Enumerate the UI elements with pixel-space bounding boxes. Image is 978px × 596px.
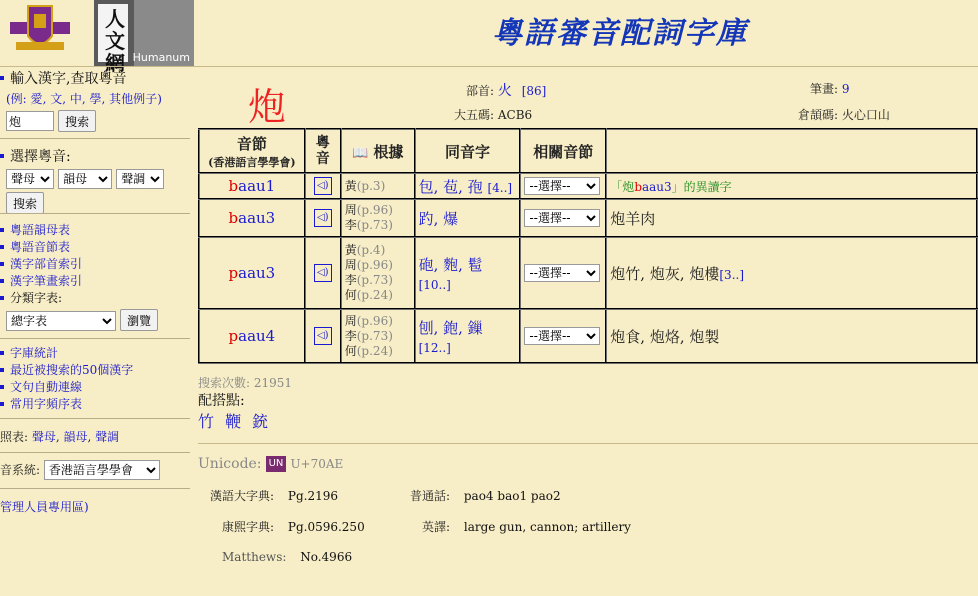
speaker-icon[interactable]: ◁) — [314, 327, 332, 345]
strokes-label: 筆畫: — [810, 82, 839, 96]
header-examples — [606, 129, 977, 173]
link-recent-50[interactable]: 最近被搜索的50個漢字 — [10, 363, 134, 377]
dawu-info — [454, 106, 532, 123]
sidebar-divider — [0, 418, 190, 419]
link-final-table[interactable]: 粵語韻母表 — [10, 223, 71, 237]
unicode-code: U+70AE — [290, 457, 344, 471]
header-sound: 粵音 — [305, 129, 341, 173]
cangjie-value: 火心口山 — [841, 108, 890, 122]
admin-section — [0, 498, 89, 515]
syllable-cell[interactable]: baau3 — [199, 199, 305, 237]
table-row — [199, 237, 977, 309]
sidebar-divider — [0, 213, 190, 214]
table-row — [199, 309, 977, 363]
compare-section: 照表: 聲母, 韻母, 聲調 — [0, 430, 120, 444]
homophone-links[interactable]: 趵, 爆 — [418, 209, 459, 228]
syllable-cell[interactable]: baau1 — [199, 173, 305, 199]
syllable-cell[interactable]: paau3 — [199, 237, 305, 309]
site-title: 粵語審音配詞字庫 — [492, 16, 748, 51]
book-icon: 📖 — [351, 145, 369, 161]
char-search-button[interactable]: 搜索 — [58, 110, 96, 132]
sources-cell: 黃(p.3) — [341, 173, 415, 199]
kangxi-value: Pg.0596.250 — [287, 520, 365, 534]
kangxi-row — [222, 518, 365, 535]
hanyu-value: Pg.2196 — [287, 489, 338, 503]
homophones-cell — [415, 199, 521, 237]
homophone-links[interactable]: 刨, 鉋, 鏁 — [418, 318, 483, 337]
bullet-icon — [0, 262, 4, 266]
sidebar-divider — [0, 138, 190, 139]
bullet-icon — [0, 279, 4, 283]
homophones-cell — [415, 309, 521, 363]
homophones-cell — [415, 173, 521, 199]
matthews-row — [222, 550, 352, 564]
final-select[interactable] — [58, 169, 112, 189]
speaker-icon[interactable]: ◁) — [314, 264, 332, 282]
header-syllable: 音節 (香港語言學學會) — [199, 129, 305, 173]
tone-select[interactable] — [116, 169, 164, 189]
index-links-section — [0, 222, 158, 331]
examples-prefix: (例: — [6, 92, 31, 106]
sound-select-section — [0, 146, 164, 214]
sound-search-button[interactable]: 搜索 — [6, 192, 44, 214]
search-count: 搜索次數: 21951 — [198, 376, 293, 390]
kangxi-label: 康熙字典: — [222, 520, 275, 534]
compare-link-initial[interactable]: 聲母 — [31, 430, 56, 444]
system-select[interactable] — [44, 460, 160, 480]
english-value: large gun, cannon; artillery — [463, 520, 631, 534]
sound-cell — [305, 309, 341, 363]
variant-note: 「炮baau3」的異讀字 — [610, 180, 732, 194]
bullet-icon — [0, 245, 4, 249]
related-select[interactable] — [524, 209, 600, 227]
example-link-zhong[interactable]: 中 — [69, 92, 82, 106]
compare-prefix: 照表: — [0, 430, 32, 444]
homophone-links[interactable]: 砲, 麭, 髱 — [418, 255, 483, 274]
related-select[interactable] — [524, 177, 600, 195]
collocation-chars[interactable]: 竹 鞭 銃 — [198, 412, 272, 431]
select-label: 選擇粵音: — [10, 149, 71, 165]
cuhk-crest-logo[interactable] — [8, 2, 72, 58]
result-table — [198, 128, 978, 364]
radical-value[interactable]: 火 — [497, 83, 512, 99]
unicode-row — [198, 456, 343, 472]
selected-char: 炮 — [248, 85, 287, 129]
bullet-icon — [0, 76, 4, 80]
dawu-label: 大五碼: — [454, 108, 495, 122]
examples-cell — [606, 309, 977, 363]
example-words: 炮羊肉 — [610, 209, 656, 228]
related-select[interactable] — [524, 264, 600, 282]
unicode-logo-icon: UN — [266, 456, 286, 472]
bullet-icon — [0, 228, 4, 232]
homophone-more-link[interactable]: [12..] — [418, 340, 451, 355]
radical-number[interactable]: [86] — [521, 84, 547, 98]
bullet-icon — [0, 385, 4, 389]
putonghua-row — [410, 487, 561, 504]
homophones-cell — [415, 237, 521, 309]
category-label: 分類字表: — [10, 291, 63, 305]
compare-link-final[interactable]: 韻母 — [63, 430, 88, 444]
header-homophones: 同音字 — [415, 129, 521, 173]
example-link-xue[interactable]: 學 — [89, 92, 102, 106]
link-stats[interactable]: 字庫統計 — [10, 346, 59, 360]
cangjie-label: 倉頡碼: — [798, 108, 839, 122]
char-search-input[interactable] — [6, 111, 54, 131]
example-link-ai[interactable]: 愛 — [30, 92, 43, 106]
homophone-more-link[interactable]: [4..] — [487, 180, 513, 195]
unicode-label: Unicode: — [198, 456, 262, 472]
example-link-more[interactable]: 其他例子 — [109, 92, 158, 106]
header — [0, 0, 978, 75]
table-header-row — [199, 129, 977, 173]
radical-label: 部首: — [466, 84, 495, 98]
strokes-value[interactable]: 9 — [841, 82, 850, 96]
stats-links-section — [0, 345, 133, 413]
matthews-value: No.4966 — [300, 550, 353, 564]
bullet-icon — [0, 402, 4, 406]
related-cell — [520, 199, 606, 237]
putonghua-label: 普通話: — [410, 489, 451, 503]
hanyu-row — [210, 487, 338, 504]
humanum-logo-text: 人文網 — [105, 7, 125, 75]
english-row — [422, 518, 631, 535]
bullet-icon — [0, 154, 4, 158]
sound-cell — [305, 199, 341, 237]
radical-info — [466, 80, 546, 100]
bullet-icon — [0, 296, 4, 300]
sources-cell: 周(p.96) 李(p.73) 何(p.24) — [341, 309, 415, 363]
admin-link[interactable]: 管理人員專用區) — [0, 500, 89, 514]
sound-cell — [305, 173, 341, 199]
related-cell — [520, 309, 606, 363]
sidebar-divider — [0, 488, 190, 489]
sources-cell: 周(p.96) 李(p.73) — [341, 199, 415, 237]
example-words: 炮竹, 炮灰, 炮樓 — [610, 264, 720, 283]
link-auto-connect[interactable]: 文句自動連線 — [10, 380, 83, 394]
related-select[interactable] — [524, 327, 600, 345]
browse-button[interactable]: 瀏覽 — [120, 309, 158, 331]
putonghua-value: pao4 bao1 pao2 — [463, 489, 561, 503]
input-label: 輸入漢字,查取粵音 — [10, 71, 127, 87]
link-stroke-index[interactable]: 漢字筆畫索引 — [10, 274, 83, 288]
header-basis: 📖 根據 — [341, 129, 415, 173]
link-frequency[interactable]: 常用字頻序表 — [10, 397, 83, 411]
link-radical-index[interactable]: 漢字部首索引 — [10, 257, 83, 271]
examples-cell — [606, 237, 977, 309]
sources-cell: 黃(p.4) 周(p.96) 李(p.73) 何(p.24) — [341, 237, 415, 309]
bullet-icon — [0, 351, 4, 355]
system-section — [0, 460, 160, 480]
table-row — [199, 173, 977, 199]
sidebar-divider — [0, 452, 190, 453]
related-cell — [520, 173, 606, 199]
char-search-section — [0, 68, 162, 132]
table-row — [199, 199, 977, 237]
bullet-icon — [0, 368, 4, 372]
examples-cell — [606, 199, 977, 237]
cangjie-info — [798, 106, 890, 123]
header-related: 相關音節 — [520, 129, 606, 173]
examples-suffix: ) — [157, 92, 162, 106]
section-divider — [198, 443, 978, 444]
matthews-label: Matthews: — [222, 550, 287, 564]
sidebar-divider — [0, 338, 190, 339]
examples-more-link[interactable]: [3..] — [719, 267, 745, 282]
example-words: 炮食, 炮烙, 炮製 — [610, 327, 720, 346]
compare-link-tone[interactable]: 聲調 — [95, 430, 120, 444]
strokes-info — [810, 80, 850, 97]
humanum-label: Humanum — [132, 51, 190, 64]
examples-cell — [606, 173, 977, 199]
sidebar — [0, 66, 192, 596]
initial-select[interactable] — [6, 169, 54, 189]
sound-cell — [305, 237, 341, 309]
system-label: 音系統: — [0, 463, 41, 477]
hanyu-label: 漢語大字典: — [210, 489, 275, 503]
homophone-more-link[interactable]: [10..] — [418, 277, 451, 292]
examples-line: (例: 愛, 文, 中, 學, 其他例子) — [6, 92, 162, 106]
homophone-links[interactable]: 包, 苞, 孢 — [418, 177, 483, 196]
collocation-label: 配搭點: — [198, 393, 245, 409]
dawu-value: ACB6 — [497, 108, 533, 122]
link-syllable-table[interactable]: 粵語音節表 — [10, 240, 71, 254]
english-label: 英譯: — [422, 520, 451, 534]
char-info — [198, 66, 978, 128]
example-link-wen[interactable]: 文 — [50, 92, 63, 106]
related-cell — [520, 237, 606, 309]
syllable-cell[interactable]: paau4 — [199, 309, 305, 363]
humanum-logo[interactable] — [94, 0, 194, 75]
speaker-icon[interactable]: ◁) — [314, 177, 332, 195]
category-select[interactable] — [6, 311, 116, 331]
speaker-icon[interactable]: ◁) — [314, 209, 332, 227]
